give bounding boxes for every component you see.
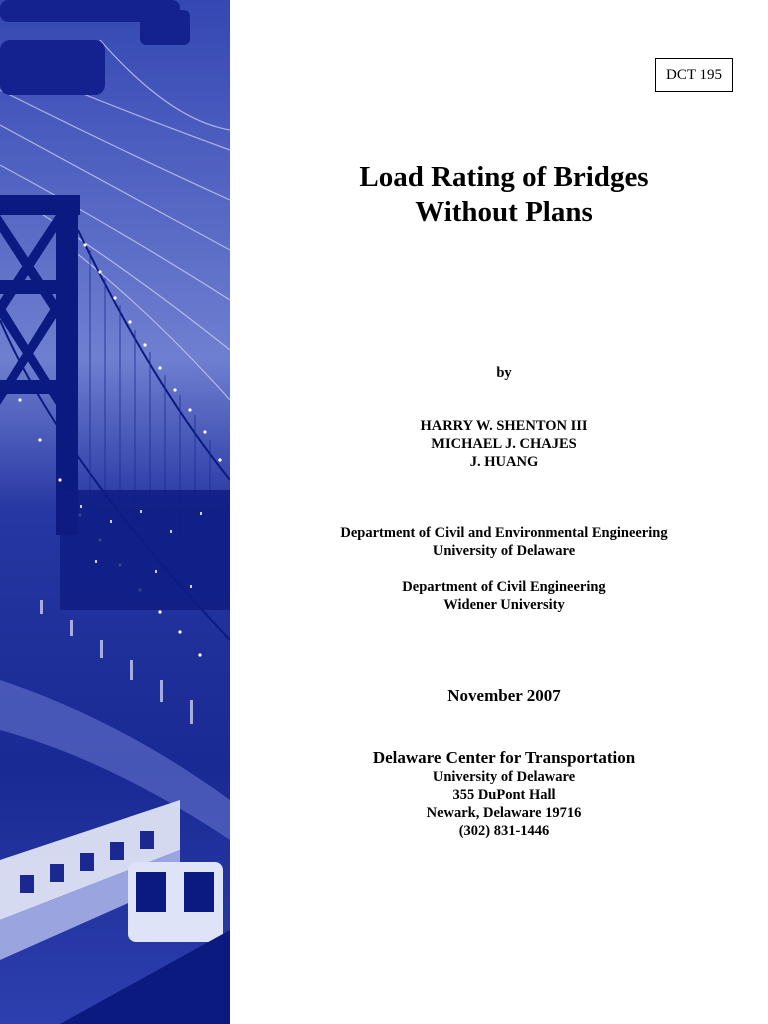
by-label: by xyxy=(496,365,512,381)
university-name: Widener University xyxy=(443,597,565,613)
address-line: Newark, Delaware 19716 xyxy=(426,805,582,821)
author-name: HARRY W. SHENTON III xyxy=(420,418,588,434)
phone-number: (302) 831-1446 xyxy=(458,823,550,839)
report-title xyxy=(240,160,768,230)
author-name: MICHAEL J. CHAJES xyxy=(431,436,577,452)
affiliation-university-of-delaware xyxy=(240,524,768,560)
publisher-address xyxy=(240,768,768,840)
city-band xyxy=(60,490,230,610)
train-front xyxy=(128,862,223,942)
cover-photo-collage xyxy=(0,0,230,1024)
author-list xyxy=(240,417,768,471)
title-line-2: Without Plans xyxy=(415,196,593,228)
department-name: Department of Civil Engineering xyxy=(402,579,606,595)
university-name: University of Delaware xyxy=(432,543,576,559)
department-name: Department of Civil and Environmental Engineering xyxy=(340,525,668,541)
affiliation-widener-university xyxy=(240,578,768,614)
address-line: 355 DuPont Hall xyxy=(452,787,556,803)
publisher-name: Delaware Center for Transportation xyxy=(372,748,636,767)
author-name: J. HUANG xyxy=(469,454,539,470)
document-number-box: DCT 195 xyxy=(655,58,733,92)
publication-date: November 2007 xyxy=(447,686,561,705)
cover-photo-art xyxy=(0,0,230,1024)
address-line: University of Delaware xyxy=(432,769,576,785)
title-line-1: Load Rating of Bridges xyxy=(359,161,649,193)
